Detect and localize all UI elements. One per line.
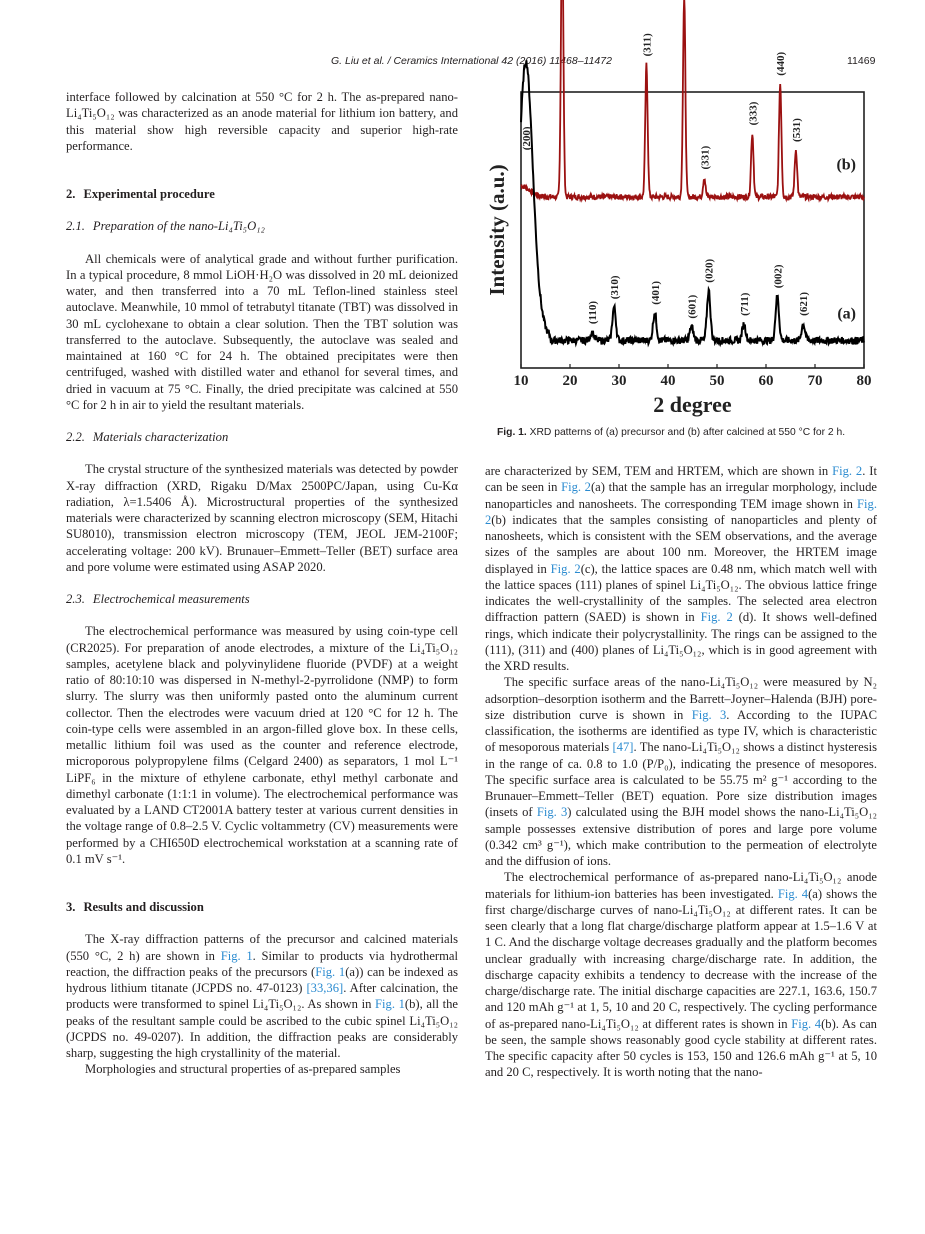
paragraph-electrochemical: The electrochemical performance was measured by using coin-type cell (CR2025). For preparation of anode electrodes, a mixture of the Li₄Ti₅O₁₂ samples, acetylene black and polyvinylidene fluoride (PVDF) at a weight ratio of 80:10:10 was dispersed in N-methyl-2-pyrrolidone (NMP) to form slurry. The slurry was then uniformly pasted onto the aluminum current collector. Then the electrodes were vacuum dried at 120 °C for 12 h. The coin-type cells were assembled in an argon-filled glove box. In these cells, metallic lithium foil was used as the counter and reference electrode, microporous polypropylene films (Celgard 2400) as separators, 1 mol L⁻¹ LiPF₆ in the mixture of ethylene carbonate, ethyl methyl carbonate and dimethyl carbonate (1:1:1 in volume). The electrochemical performance was evaluated by a LAND CT2001A battery tester at various current densities in the voltage range of 0.8–2.5 V. Cyclic voltammetry (CV) measurements were performed by a CHI650D electrochemical workstation at a scanning rate of 0.1 mV s⁻¹. (66, 624, 458, 866)
peak-label: (002) (772, 264, 785, 289)
section-heading-2: 2. Experimental procedure (66, 187, 215, 201)
peak-label: (531) (790, 118, 803, 142)
subsection-heading-2-3: 2.3. Electrochemical measurements (66, 592, 250, 606)
x-tick-label: 50 (709, 373, 725, 389)
fig3-link[interactable]: Fig. 3 (536, 805, 568, 820)
peak-label: (310) (609, 275, 622, 300)
fig2-link[interactable]: Fig. 2 (832, 464, 863, 478)
figure-1-caption (497, 427, 877, 438)
paragraph-bet: The specific surface areas of the nano-Li₄Ti₅O₁₂ were measured by N₂ adsorption–desorption isotherm and the Barrett–Joyner–Halenda (BJH) pore-size distribution curve is shown in Fig. 3. According to the IUPAC classification, the isotherms are identified as type IV, which is characteristic of mesoporous materials [47]. The nano-Li₄Ti₅O₁₂ shows a distinct hysteresis in the range of ca. 0.8 to 1.0 (P/P₀), indicating the presence of mesopores. The specific surface area is calculated to be 55.75 m² g⁻¹ according to the Brunauer–Emmett–Teller (BET) equation. Pore size distribution images (insets of Fig. 3) calculated using the BJH model shows the nano-Li₄Ti₅O₁₂ sample possesses extensive distribution of pores and large pore volume (0.342 cm³ g⁻¹), which make contribution to the permeation of electrolyte and the diffusion of ions. (485, 675, 878, 868)
paragraph-xrd-results: The X-ray diffraction patterns of the precursor and calcined materials (550 °C, 2 h) are shown in Fig. 1. Similar to products via hydrothermal reaction, the diffraction peaks of the precursors (Fig. 1(a)) can be indexed as hydrous lithium titanate (JCPDS no. 47-0123) [33,36]. After calcination, the products were transformed to spinel Li₄Ti₅O₁₂. As shown in Fig. 1(b), all the peaks of the resultant sample could be ascribed to the cubic spinel Li₄Ti₅O₁₂ (JCPDS no. 49-0207). In addition, the diffraction peaks are considerably sharp, suggesting the high crystallinity of the material. (66, 932, 458, 1060)
paragraph-sem-tem: are characterized by SEM, TEM and HRTEM, which are shown in Fig. 2. It can be seen in Fig. 2(a) that the sample has an irregular morphology, include nanoparticles and nanosheets. The corresponding TEM image shown in Fig. 2(b) indicates that the samples consisting of nanoparticles and plenty of nanosheets, which is consistent with the SEM observations, and the average sizes of the samples are about 100 nm. Moreover, the HRTEM image displayed in Fig. 2(c), the lattice spaces are 0.48 nm, which match well with the lattice spaces (111) planes of spinel Li₄Ti₅O₁₂. The obvious lattice fringe indicates the well-crystallinity of the samples. The selected area electron diffraction pattern (SAED) is shown in Fig. 2 (d). It shows well-defined rings, which indicate their polycrystallinity. The rings can be assigned to the (111), (311) and (400) planes of Li₄Ti₅O₁₂, which is in good agreement with the XRD results. (485, 464, 877, 673)
series-line (521, 0, 864, 200)
paragraph-electrochem-performance: The electrochemical performance of as-prepared nano-Li₄Ti₅O₁₂ anode materials for lithium-ion batteries has been investigated. Fig. 4(a) shows the first charge/discharge curves of nano-Li₄Ti₅O₁₂ at different rates. It can be seen clearly that a long flat charge/discharge platform appear at 1.5–1.6 V at 1 C. And the discharge voltage decreases gradually and the platform becomes unclear gradually with increasing charge/discharge rate. In addition, the discharge capacity exhibits a tendency to decrease with the increase of the charge/discharge rate. The initial discharge capacities are 227.1, 163.6, 150.7 and 120 mAh g⁻¹ at 1, 5, 10 and 20 C, respectively. The cycling performance of as-prepared nano-Li₄Ti₅O₁₂ at different rates is shown in Fig. 4(b). As can be seen, the sample shows reasonably good cycle stability at different rates. The specific capacity after 50 cycles is 153, 150 and 126.6 mAh g⁻¹ at 5, 10 and 20 C, respectively. It is worth noting that the nano- (485, 870, 877, 1080)
peak-label: (621) (798, 292, 811, 316)
x-tick-label: 70 (807, 373, 823, 389)
peak-label: (601) (686, 294, 699, 319)
subsection-heading-2-2: 2.2. Materials characterization (66, 430, 229, 444)
peak-label: (401) (649, 280, 662, 305)
x-tick-label: 30 (611, 373, 627, 389)
subsection-heading-2-1: 2.1. Preparation of the nano-Li₄Ti₅O₁₂ (66, 219, 265, 234)
reference-link[interactable]: [33,36] (306, 981, 344, 995)
caption-label: Fig. 1. (497, 427, 527, 438)
x-axis-label: 2 degree (653, 392, 732, 417)
paragraph-preparation: All chemicals were of analytical grade and without further purification. In a typical procedure, 8 mmol LiOH·H₂O was dissolved in 20 mL deionized water, and then transferred into a 70 mL Teflon-lined stainless steel autoclave. Meanwhile, 10 mmol of tetrabutyl titanate (TBT) was dissolved in 30 mL cyclohexane to obtain a clear solution. Then the TBT solution was transferred to the autoclave. Subsequently, the autoclave was sealed and maintained at 160 °C for 24 h. The obtained precipitates were then centrifuged, washed with distilled water and ethanol for several times, and dried in vacuum at 75 °C. Finally, the dried precipitate was calcined at 550 °C for 2 h in air to yield the resultant materials. (66, 251, 458, 412)
fig2-link[interactable]: Fig. 2 (700, 610, 733, 625)
fig4-link[interactable]: Fig. 4 (791, 1016, 822, 1031)
series-label: (a) (837, 305, 856, 323)
fig2-link[interactable]: Fig. 2 (561, 480, 591, 495)
series-label: (b) (836, 156, 856, 174)
fig1-link[interactable]: Fig. 1 (220, 948, 253, 963)
fig2-link[interactable]: Fig. 2 (485, 496, 877, 527)
peak-label: (311) (641, 33, 654, 57)
paragraph-characterization: The crystal structure of the synthesized materials was detected by powder X-ray diffraction (XRD, Rigaku D/Max 2500PC/Japan, using Cu-Kα radiation, λ=1.5406 Å). Microstructural properties of the synthesized materials were characterized by scanning electron microscopy (SEM, Hitachi SU8010), transmission electron microscopy (TEM, JEOL JEM-2100F; accelerating voltage: 200 kV). Brunauer–Emmett–Teller (BET) surface area and pore volume were estimated using ASAP 2020. (66, 462, 458, 574)
fig3-link[interactable]: Fig. 3 (691, 707, 727, 722)
page-number: 11469 (847, 55, 876, 67)
fig1-link[interactable]: Fig. 1 (375, 997, 405, 1012)
peak-label: (110) (587, 300, 600, 325)
caption-text: XRD patterns of (a) precursor and (b) after calcined at 550 °C for 2 h. (526, 427, 846, 438)
fig2-link[interactable]: Fig. 2 (550, 561, 581, 576)
peak-label: (440) (775, 51, 788, 76)
x-tick-label: 20 (562, 373, 578, 389)
right-column (485, 463, 877, 1081)
x-tick-label: 80 (856, 373, 872, 389)
section-heading-3: 3. Results and discussion (66, 900, 204, 914)
y-axis-label: Intensity (a.u.) (485, 164, 509, 296)
peak-label: (333) (747, 101, 760, 126)
fig4-link[interactable]: Fig. 4 (777, 886, 809, 901)
running-title: G. Liu et al. / Ceramics International 42 (2016) 11468–11472 (331, 55, 612, 67)
peak-label: (200) (520, 126, 533, 151)
peak-label: (331) (699, 145, 712, 170)
x-tick-label: 10 (513, 373, 529, 389)
x-tick-label: 60 (758, 373, 774, 389)
fig1-link[interactable]: Fig. 1 (315, 964, 346, 979)
x-tick-label: 40 (660, 373, 676, 389)
paragraph-morphology-start: Morphologies and structural properties of as-prepared samples (85, 1062, 401, 1077)
peak-label: (020) (703, 258, 716, 283)
intro-tail-paragraph: interface followed by calcination at 550 °C for 2 h. The as-prepared nano-Li₄Ti₅O₁₂ was characterized as an anode material for lithium ion battery, and this material show high reversible capacity and superior high-rate performance. (66, 90, 458, 153)
peak-label: (711) (738, 292, 751, 316)
reference-link[interactable]: [47] (612, 740, 634, 755)
left-column (66, 89, 458, 1078)
